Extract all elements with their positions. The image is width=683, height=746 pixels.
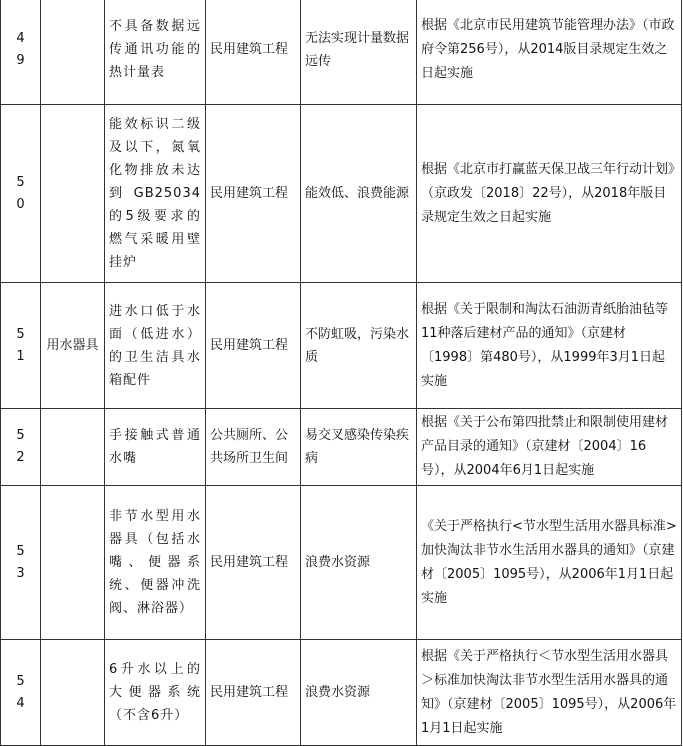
reason-cell: 无法实现计量数据远传 (301, 0, 417, 105)
basis-cell: 根据《北京市打赢蓝天保卫战三年行动计划》（京政发〔2018〕22号），从2018年版目录规定生效之日起实施 (417, 105, 682, 283)
basis-cell: 根据《关于公布第四批禁止和限制使用建材产品目录的通知》（京建材〔2004〕16号），从2004年6月1日起实施 (417, 409, 682, 486)
table-row (1, 486, 682, 640)
basis-cell: 根据《关于严格执行＜节水型生活用水器具＞标准加快淘汰非节水型生活用水器具的通知》（京建材〔2005〕1095号），从2006年1月1日起实施 (417, 640, 682, 746)
category-cell (41, 640, 105, 746)
table-row (1, 0, 682, 105)
table-row (1, 105, 682, 283)
reason-cell: 浪费水资源 (301, 486, 417, 640)
product-name-cell: 不具备数据远传通讯功能的热计量表 (105, 0, 206, 105)
table-row (1, 283, 682, 409)
scope-cell: 民用建筑工程 (206, 640, 301, 746)
scope-cell: 公共厕所、公共场所卫生间 (206, 409, 301, 486)
basis-cell: 根据《北京市民用建筑节能管理办法》（市政府令第256号），从2014版目录规定生效之日起实施 (417, 0, 682, 105)
category-cell (41, 409, 105, 486)
row-number: 5 4 (1, 640, 41, 746)
product-name-cell: 手接触式普通水嘴 (105, 409, 206, 486)
row-number: 4 9 (1, 0, 41, 105)
category-cell (41, 486, 105, 640)
scope-cell: 民用建筑工程 (206, 283, 301, 409)
basis-cell: 《关于严格执行<节水型生活用水器具标准>加快淘汰非节水生活用水器具的通知》（京建材〔2005〕1095号），从2006年1月1日起实施 (417, 486, 682, 640)
category-cell (41, 105, 105, 283)
scope-cell: 民用建筑工程 (206, 105, 301, 283)
reason-cell: 能效低、浪费能源 (301, 105, 417, 283)
table-row (1, 409, 682, 486)
product-name-cell: 非节水型用水器具（包括水嘴、便器系统、便器冲洗阀、淋浴器） (105, 486, 206, 640)
table-row (1, 640, 682, 746)
reason-cell: 不防虹吸，污染水质 (301, 283, 417, 409)
scope-cell: 民用建筑工程 (206, 0, 301, 105)
row-number: 5 3 (1, 486, 41, 640)
row-number: 5 2 (1, 409, 41, 486)
reason-cell: 浪费水资源 (301, 640, 417, 746)
basis-cell: 根据《关于限制和淘汰石油沥青纸胎油毡等11种落后建材产品的通知》（京建材〔1998〕第480号），从1999年3月1日起实施 (417, 283, 682, 409)
reason-cell: 易交叉感染传染疾病 (301, 409, 417, 486)
category-cell: 用水器具 (41, 283, 105, 409)
product-name-cell: 6升水以上的大便器系统（不含6升） (105, 640, 206, 746)
row-number: 5 0 (1, 105, 41, 283)
product-name-cell: 能效标识二级及以下，氮氧化物排放未达到GB25034的5级要求的燃气采暖用壁挂炉 (105, 105, 206, 283)
category-cell (41, 0, 105, 105)
scope-cell: 民用建筑工程 (206, 486, 301, 640)
row-number: 5 1 (1, 283, 41, 409)
product-name-cell: 进水口低于水面（低进水）的卫生洁具水箱配件 (105, 283, 206, 409)
